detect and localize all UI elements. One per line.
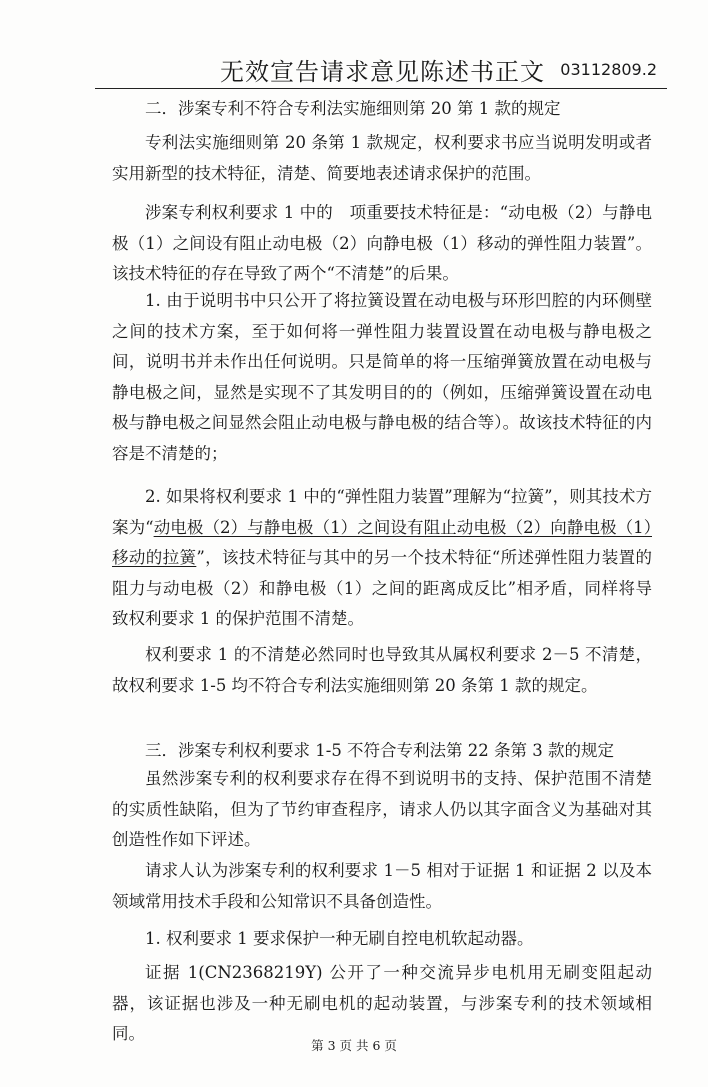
section-2-paragraph-2: 涉案专利权利要求 1 中的 项重要技术特征是：“动电极（2）与静电极（1）之间设有阻止动电极（2）向静电极（1）移动的弹性阻力装置”。该技术特征的存在导致了两个“不清楚”的后果。: [112, 203, 652, 283]
section-3-paragraph-3: 1. 权利要求 1 要求保护一种无刷自控电机软起动器。: [145, 929, 534, 948]
paragraph-4-underlined-claim: 动电极（2）与静电极（1）之间设有阻止动电极（2）向静电极（1）移动的拉簧: [112, 517, 652, 567]
section-3-paragraph-1: 虽然涉案专利的权利要求存在得不到说明书的支持、保护范围不清楚的实质性缺陷，但为了节约审查程序，请求人仍以其字面含义为基础对其创造性作如下评述。: [112, 769, 652, 849]
document-code: 03112809.2: [560, 60, 657, 79]
section-3-paragraph-4: 证据 1(CN2368219Y) 公开了一种交流异步电机用无刷变阻起动器，该证据也涉及一种无刷电机的起动装置，与涉案专利的技术领域相同。: [112, 963, 652, 1043]
paragraph-4-lead: 2. 如果将权利要求 1 中的“弹性阻力装置”理解为“拉簧”，则其技术方案为“: [112, 487, 652, 537]
section-3-paragraph-2: 请求人认为涉案专利的权利要求 1－5 相对于证据 1 和证据 2 以及本领域常用技术手段和公知常识不具备创造性。: [112, 861, 652, 911]
section-2-heading: 二．涉案专利不符合专利法实施细则第 20 第 1 款的规定: [145, 99, 561, 118]
section-3-heading: 三．涉案专利权利要求 1-5 不符合专利法第 22 条第 3 款的规定: [145, 741, 615, 760]
paragraph-4-tail: ”，该技术特征与其中的另一个技术特征“所述弹性阻力装置的阻力与动电极（2）和静电极（1）之间的距离成反比”相矛盾，同样将导致权利要求 1 的保护范围不清楚。: [112, 548, 653, 628]
document-header: [95, 46, 667, 89]
section-2-paragraph-1: 专利法实施细则第 20 条第 1 款规定，权利要求书应当说明发明或者实用新型的技术特征，清楚、简要地表述请求保护的范围。: [112, 133, 652, 183]
section-2-paragraph-5: 权利要求 1 的不清楚必然同时也导致其从属权利要求 2－5 不清楚，故权利要求 1-5 均不符合专利法实施细则第 20 条第 1 款的规定。: [112, 645, 652, 695]
document-title: 无效宣告请求意见陈述书正文: [220, 58, 545, 86]
section-2-paragraph-3: 1. 由于说明书中只公开了将拉簧设置在动电极与环形凹腔的内环侧壁之间的技术方案，至于如何将一弹性阻力装置设置在动电极与静电极之间，说明书并未作出任何说明。只是简单的将一压缩弹簧放置在动电极与静电极之间，显然是实现不了其发明目的的（例如，压缩弹簧设置在动电极与静电极之间显然会阻止动电极与静电极的结合等）。故该技术特征的内容是不清楚的；: [112, 291, 652, 463]
page-number-footer: 第 3 页 共 6 页: [311, 1038, 397, 1053]
section-2-paragraph-4: [112, 482, 652, 635]
